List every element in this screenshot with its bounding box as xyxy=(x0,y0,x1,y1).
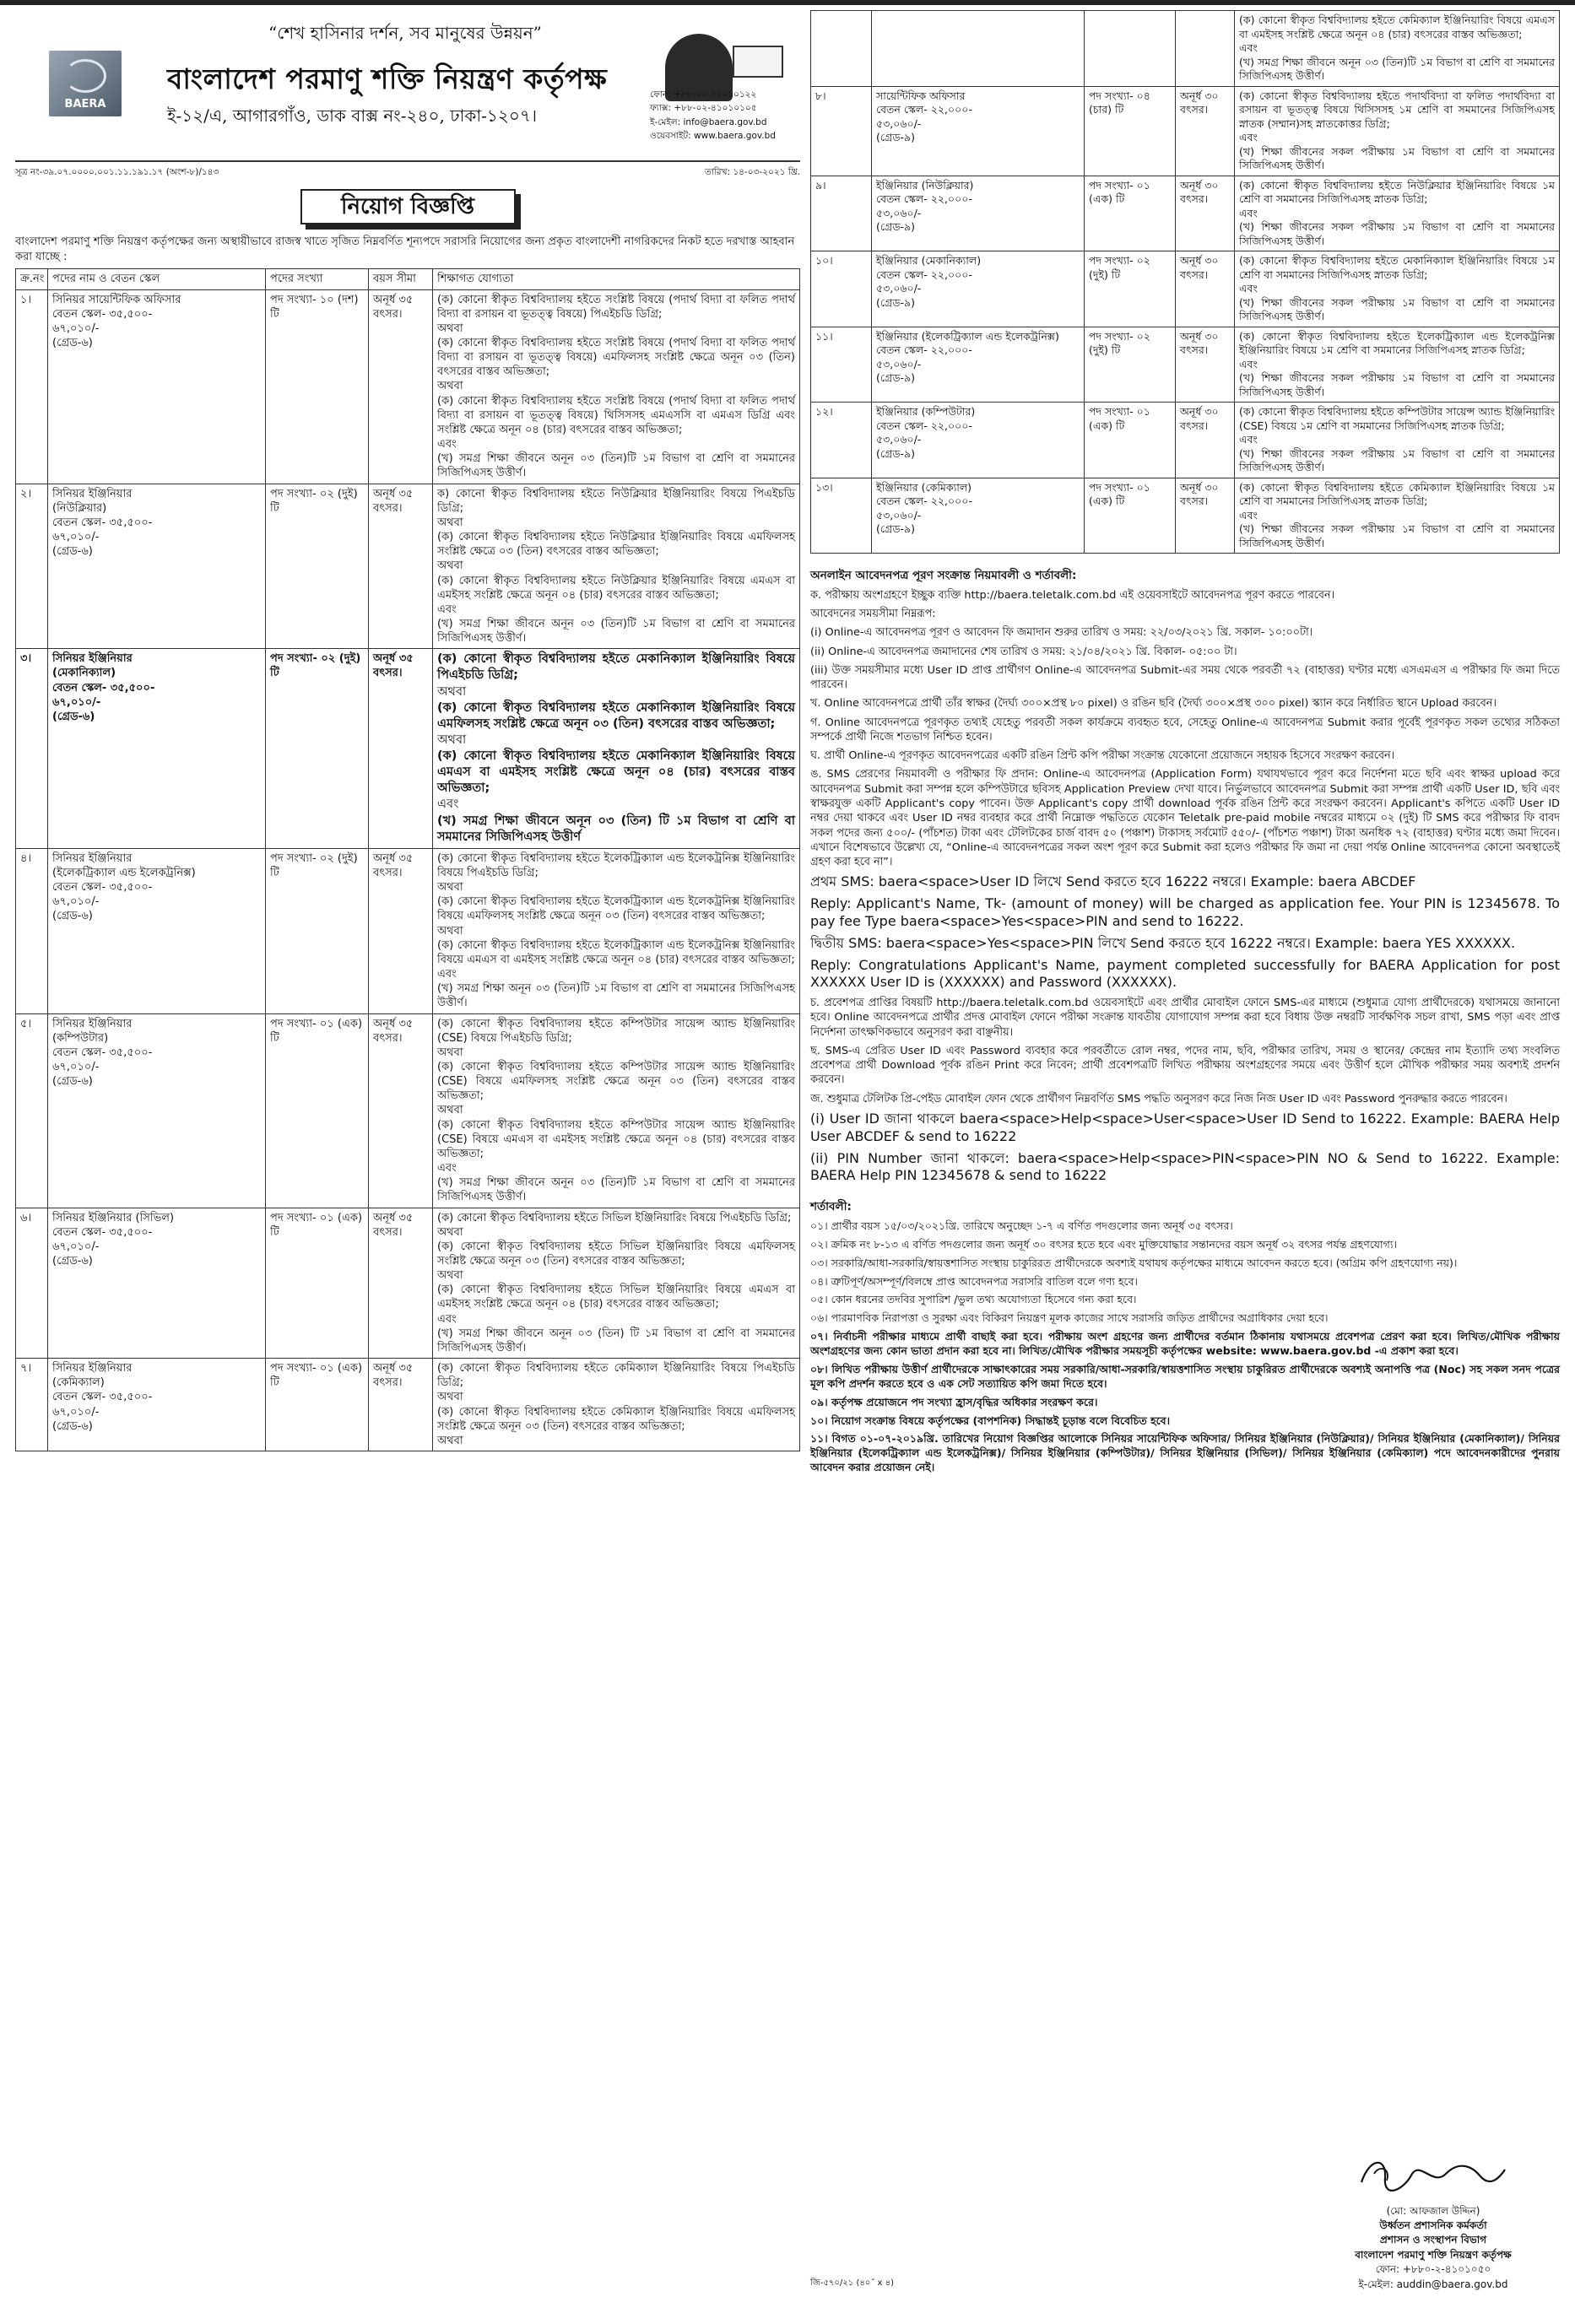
online-rule-paragraph: ক. পরীক্ষায় অংশগ্রহণে ইচ্ছুক ব্যক্তি http://baera.teletalk.com.bd এই ওয়েবসাইটে আবেদনপত্র পূরণ করতে পারবেন। xyxy=(810,588,1335,602)
qual-line: (খ) সমগ্র শিক্ষা জীবনে অনূন ০৩ (তিন)টি ১ম বিভাগ বা শ্রেণি বা সমমানের সিজিপিএসহ উত্তীর্ণ। xyxy=(437,1176,795,1204)
post-qualification xyxy=(433,1013,800,1208)
posts-table-right xyxy=(810,10,1560,554)
condition-item: ০৮। লিখিত পরীক্ষায় উত্তীর্ণ প্রার্থীদেরকে সাক্ষাৎকারের সময় সরকারি/আধা-সরকারি/স্বায়ত্তশাসিত সংস্থায় চাকুরিরত প্রার্থীদেরকে অবশ্যই অনাপত্তি পত্র (Noc) সহ সকল সনদ পত্রের মূল কপি প্রদর্শন করতে হবে ও এক সেট সত্যায়িত কপি জমা দিতে হবে। xyxy=(810,1362,1560,1390)
post-name-line: ৬৭,০১০/- xyxy=(52,1240,100,1253)
qual-line: (খ) সমগ্র শিক্ষা অনূন ০৩ (তিন)টি ১ম বিভাগ বা শ্রেণি বা সমমানের সিজিপিএসহ উত্তীর্ণ। xyxy=(437,982,795,1010)
footer-reference: জি-৫৭০/২১ (৪০˝ x ৪) xyxy=(810,2278,895,2288)
contact-email: ই-মেইল: info@baera.gov.bd xyxy=(650,116,767,127)
post-name-line: (গ্রেড-৬) xyxy=(52,1419,93,1433)
signatory-name: (মো: আফজাল উদ্দিন) xyxy=(1386,2204,1480,2217)
contact-website: ওয়েবসাইট: www.baera.gov.bd xyxy=(650,130,776,141)
condition-item: ০২। ক্রমিক নং ৮-১৩ এ বর্ণিত পদগুলোর জন্য অনূর্ধ ৩০ বৎসর হতে হবে এবং মুক্তিযোদ্ধার সন্তানদের বয়স অনূর্ধ ৩২ বৎসর পর্যন্ত গ্রহণযোগ্য। xyxy=(810,1237,1397,1251)
qual-line: অথবা xyxy=(437,380,463,393)
table-row xyxy=(811,327,1560,403)
qual-line: (ক) কোনো স্বীকৃত বিশ্ববিদ্যালয় হইতে কম্পিউটার সায়েন্স অ্যান্ড ইঞ্জিনিয়ারিং (CSE) বিষয়ে ১ম শ্রেণি বা সমমানের সিজিপিএসহ স্নাতক ডিগ্রি; xyxy=(1239,405,1555,432)
qual-line: (ক) কোনো স্বীকৃত বিশ্ববিদ্যালয় হইতে মেকানিক্যাল ইঞ্জিনিয়ারিং বিষয়ে পিএইচডি ডিগ্রি; xyxy=(437,652,795,683)
qual-line: (খ) শিক্ষা জীবনের সকল পরীক্ষায় ১ম বিভাগ বা শ্রেণি বা সমমানের সিজিপিএসহ উত্তীর্ণ। xyxy=(1239,220,1555,247)
post-name-line: বেতন স্কেল- ২২,০০০- xyxy=(876,419,972,432)
qual-line: (ক) কোনো স্বীকৃত বিশ্ববিদ্যালয় হইতে ইলেকট্রিক্যাল এন্ড ইলেকট্রনিক্স ইঞ্জিনিয়ারিং বিষয়ে এমফিলসহ সংশ্লিষ্ট ক্ষেত্রে অনূন ০৩ (তিন) বৎসরের বাস্তব অভিজ্ঞতা; xyxy=(437,895,795,923)
qual-line: (ক) কোনো স্বীকৃত বিশ্ববিদ্যালয় হইতে কম্পিউটার সায়েন্স অ্যান্ড ইঞ্জিনিয়ারিং (CSE) বিষয়ে পিএইচডি ডিগ্রি; xyxy=(437,1017,795,1045)
online-rule-paragraph: (ii) Online-এ আবেদনপত্র জমাদানের শেষ তারিখ ও সময়: ২১/০৪/২০২১ খ্রি. বিকাল- ০৫:০০ টা। xyxy=(810,645,1237,658)
post-qualification xyxy=(1235,478,1560,554)
post-name-line: ৬৭,০১০/- xyxy=(52,1060,100,1073)
post-name-line: (গ্রেড-৯) xyxy=(876,131,916,143)
top-strip xyxy=(0,0,1575,5)
post-serial: ৯। xyxy=(811,176,872,251)
table-row xyxy=(811,403,1560,478)
table-row xyxy=(16,1208,800,1359)
memo-number: সূত্র নং-৩৯.০৭.০০০০.০০১.১১.১৯১.১৭ (অংশ-৮)/১৪৩ xyxy=(15,167,219,177)
qual-line: (ক) কোনো স্বীকৃত বিশ্ববিদ্যালয় হইতে মেকানিক্যাল ইঞ্জিনিয়ারিং বিষয়ে ১ম শ্রেণি বা সমমানের সিজিপিএসহ স্নাতক ডিগ্রি; xyxy=(1239,254,1555,281)
post-name-line: ইঞ্জিনিয়ার (ইলেকট্রিক্যাল এন্ড ইলেকট্রনিক্স) xyxy=(876,329,1059,343)
qual-line: (খ) শিক্ষা জীবনের সকল পরীক্ষায় ১ম বিভাগ বা শ্রেণি বা সমমানের সিজিপিএসহ উত্তীর্ণ। xyxy=(1239,446,1555,473)
post-count: পদ সংখ্যা- ০২ (দুই) টি xyxy=(266,848,369,1013)
contact-phone: ফোন: +৮৮-০২-৪১০১০১২২ xyxy=(650,89,757,100)
post-name-cell xyxy=(48,484,266,649)
qual-line: (ক) কোনো স্বীকৃত বিশ্ববিদ্যালয় হইতে নিউক্লিয়ার ইঞ্জিনিয়ারিং বিষয়ে এমএস বা এমইসহ সংশ্লিষ্ট ক্ষেত্রে অনূন ০৪ (চার) বৎসরের বাস্তব অভিজ্ঞতা; xyxy=(437,574,795,602)
header-post-name: পদের নাম ও বেতন স্কেল xyxy=(48,269,266,289)
post-qualification xyxy=(433,848,800,1013)
post-name-line: (গ্রেড-৬) xyxy=(52,545,93,559)
qual-line: (ক) কোনো স্বীকৃত বিশ্ববিদ্যালয় হইতে সিভিল ইঞ্জিনিয়ারিং বিষয়ে পিএইচডি ডিগ্রি; xyxy=(437,1211,792,1224)
qual-line: অথবা xyxy=(437,1434,463,1447)
qual-line: (ক) কোনো স্বীকৃত বিশ্ববিদ্যালয় হইতে কেমিক্যাল ইঞ্জিনিয়ারিং বিষয়ে এমফিলসহ সংশ্লিষ্ট ক্ষেত্রে অনূন ০৩ (তিন) বৎসরের বাস্তব অভিজ্ঞতা; xyxy=(437,1405,795,1433)
post-name-line: (নিউক্লিয়ার) xyxy=(52,501,107,515)
post7-continued xyxy=(1235,11,1560,87)
post-serial: ৬। xyxy=(16,1208,48,1359)
post-age-limit: অনূর্ধ ৩৫ বৎসর। xyxy=(369,649,433,849)
header-age-limit: বয়স সীমা xyxy=(369,269,433,289)
post-name-line: (গ্রেড-৬) xyxy=(52,1255,93,1267)
condition-item: ১০। নিয়োগ সংক্রান্ত বিষয়ে কর্তৃপক্ষের (বাপশনিক) সিদ্ধান্তই চূড়ান্ত বলে বিবেচিত হবে। xyxy=(810,1413,1171,1427)
online-rule-paragraph: চ. প্রবেশপত্র প্রাপ্তির বিষয়টি http://baera.teletalk.com.bd ওয়েবসাইটে এবং প্রার্থীর মোবাইল ফোনে SMS-এর মাধ্যমে (শুধুমাত্র যোগ্য প্রার্থীদেরকে) যথাসময়ে জানানো হবে। Online আবেদনপত্রে প্রার্থীর প্রদত্ত মোবাইল ফোনে পরীক্ষা সংক্রান্ত যাবতীয় যোগাযোগ সম্পন্ন করা হবে বিধায় উক্ত নম্বরটি সার্বক্ষণিক সচল রাখা, SMS পড়া এবং প্রাপ্ত নির্দেশনা তাৎক্ষণিকভাবে অনুসরণ করা বাঞ্ছনীয়। xyxy=(810,997,1560,1039)
post-name-line: বেতন স্কেল- ২২,০০০- xyxy=(876,495,972,507)
post-qualification xyxy=(433,649,800,849)
post-name-line: (গ্রেড-৯) xyxy=(876,295,916,309)
qual-line: (ক) কোনো স্বীকৃত বিশ্ববিদ্যালয় হইতে নিউক্লিয়ার ইঞ্জিনিয়ারিং বিষয়ে ১ম শ্রেণি বা সমমানের সিজিপিএসহ স্নাতক ডিগ্রি; xyxy=(1239,178,1555,205)
post-name-line: বেতন স্কেল- ২২,০০০- xyxy=(876,268,972,281)
signatory-organization: বাংলাদেশ পরমাণু শক্তি নিয়ন্ত্রণ কর্তৃপক্ষ xyxy=(1355,2248,1512,2261)
online-rules xyxy=(810,588,1560,870)
qual-line: (খ) সমগ্র শিক্ষা জীবনে অনূন ০৩ (তিন) টি ১ম বিভাগ বা শ্রেণি বা সমমানের সিজিপিএসহ উত্তীর্ণ। xyxy=(437,1327,795,1354)
qual-line: অথবা xyxy=(437,684,467,699)
post-name-cell xyxy=(872,478,1085,554)
post-name-line: ৫৩,০৬০/- xyxy=(876,206,922,219)
post-qualification xyxy=(1235,327,1560,403)
post-name-line: (গ্রেড-৬) xyxy=(52,337,93,349)
post-name-line: বেতন স্কেল- ৩৫,৫০০- xyxy=(52,1046,153,1059)
qual-line: (খ) সমগ্র শিক্ষা জীবনে অনূন ০৩ (তিন)টি ১ম বিভাগ বা শ্রেণি বা সমমানের সিজিপিএসহ উত্তীর্ণ। xyxy=(437,452,795,480)
post-name-line: ইঞ্জিনিয়ার (মেকানিক্যাল) xyxy=(876,254,982,267)
qual-line: অথবা xyxy=(437,559,463,573)
post-count: পদ সংখ্যা- ১০ (দশ) টি xyxy=(266,289,369,484)
online-rule-paragraph: জ. শুধুমাত্র টেলিটক প্রি-পেইড মোবাইল ফোন থেকে প্রার্থীগণ নিম্নবর্ণিত SMS পদ্ধতি অনুসরণ করে নিজ নিজ User ID এবং Password পুনরুদ্ধার করতে পারবেন। xyxy=(810,1092,1507,1105)
post-name-line: ৫৩,০৬০/- xyxy=(876,357,922,370)
post-name-cell xyxy=(872,327,1085,403)
qual-line: এবং xyxy=(1239,41,1258,54)
post-serial: ৪। xyxy=(16,848,48,1013)
notice-title: নিয়োগ বিজ্ঞপ্তি xyxy=(300,189,516,224)
post-name-line: ৫৩,০৬০/- xyxy=(876,508,922,522)
qual-line: (খ) শিক্ষা জীবনের সকল পরীক্ষায় ১ম বিভাগ বা শ্রেণি বা সমমানের সিজিপিএসহ উত্তীর্ণ। xyxy=(1239,144,1555,171)
qual-line: (ক) কোনো স্বীকৃত বিশ্ববিদ্যালয় হইতে পদার্থবিদ্যা বা ফলিত পদার্থবিদ্যা বা রসায়ন বা ভূতত্ত্ব বিষয়ে থিসিসসহ ১ম শ্রেণি বা সমমানের সিজিপিএসহ স্নাতক (সম্মান)সহ স্নাতকোত্তর ডিগ্রি; xyxy=(1239,89,1555,130)
condition-item: ০৪। ত্রুটিপূর্ণ/অসম্পূর্ণ/বিলম্বে প্রাপ্ত আবেদনপত্র সরাসরি বাতিল বলে গণ্য হবে। xyxy=(810,1274,1138,1288)
table-row xyxy=(811,11,1560,87)
post-count: পদ সংখ্যা- ০২ (দুই) টি xyxy=(266,484,369,649)
signature-block xyxy=(1307,2148,1560,2292)
qual-line: এবং xyxy=(1239,282,1258,295)
signature-icon xyxy=(1353,2148,1513,2199)
table-row xyxy=(811,251,1560,327)
online-rule-paragraph: ঙ. SMS প্রেরণের নিয়মাবলী ও পরীক্ষার ফি প্রদান: Online-এ আবেদনপত্র (Application Form) যথাযথভাবে পূরণ করে নির্দেশনা মতে ছবি এবং স্বাক্ষর upload করে আবেদনপত্র Submit করা সম্পন্ন হলে কম্পিউটারে ছবিসহ Application Preview দেখা যাবে। নির্ভুলভাবে আবেদনপত্র Submit করা সম্পন্ন প্রার্থী একটি User ID, ছবি এবং স্বাক্ষরযুক্ত একটি Applicant's copy পাবেন। উক্ত Applicant's copy প্রার্থী download পূর্বক রঙিন প্রিন্ট করে সংরক্ষণ করবেন। Applicant's কপিতে একটি User ID নম্বর দেয়া থাকবে এবং User ID নম্বর ব্যবহার করে প্রার্থী নিম্নোক্ত পদ্ধতিতে যেকোন Teletalk pre-paid mobile নম্বরের মাধ্যমে ০২ (দুই) টি SMS করে পরীক্ষার ফি বাবদ সকল পদের জন্য ৫০০/- (পাঁচশত) টাকা এবং টেলিটকের চার্জ বাবদ ৫০ (পঞ্চাশ) টাকাসহ সর্বমোট ৫৫০/- (পাঁচশত পঞ্চাশ) টাকা অনধিক ৭২ (বাহাত্তর) ঘণ্টার মধ্যে জমা দিবেন। এখানে বিশেষভাবে উল্লেখ্য যে, “Online-এ আবেদনপত্রের সকল অংশ পূরণ করে Submit করা হলেও পরীক্ষার ফি জমা না দেয়া পর্যন্ত Online আবেদনপত্র কোনো অবস্থাতেই গ্রহণ করা হবে না”। xyxy=(810,768,1560,869)
post-name-cell xyxy=(48,848,266,1013)
qual-line: অথবা xyxy=(437,1391,463,1404)
post-name-line: ৬৭,০১০/- xyxy=(52,322,100,335)
post-qualification xyxy=(433,289,800,484)
post-name-line: (কেমিক্যাল) xyxy=(52,1376,105,1390)
baera-logo xyxy=(49,51,122,116)
post-age-limit: অনূর্ধ ৩৫ বৎসর। xyxy=(369,1359,433,1451)
posts-table-left xyxy=(15,268,800,1451)
qual-line: (ক) কোনো স্বীকৃত বিশ্ববিদ্যালয় হইতে সিভিল ইঞ্জিনিয়ারিং বিষয়ে এমএস বা এমইসহ সংশ্লিষ্ট ক্ষেত্রে অনূন ০৪ (চার) বৎসরের বাস্তব অভিজ্ঞতা; xyxy=(437,1284,795,1311)
post-name-cell xyxy=(48,649,266,849)
online-rule-paragraph: ঘ. প্রার্থী Online-এ পূরণকৃত আবেদনপত্রের একটি রঙিন প্রিন্ট কপি পরীক্ষা সংক্রান্ত যেকোনো প্রয়োজনে সহায়ক হিসেবে সংরক্ষণ করবেন। xyxy=(810,749,1395,763)
organization-address: ই-১২/এ, আগারগাঁও, ডাক বাক্স নং-২৪০, ঢাকা-১২০৭। xyxy=(167,105,538,126)
post-name-line: সিনিয়র ইঞ্জিনিয়ার xyxy=(52,851,133,865)
table-row xyxy=(16,289,800,484)
post-count: পদ সংখ্যা- ০৪ (চার) টি xyxy=(1085,86,1176,176)
qual-line: অথবা xyxy=(437,1104,463,1117)
sms-reply-second: Reply: Congratulations Applicant's Name, payment completed successfully for BAERA Application for post XXXXXX User ID is (XXXXXX) and Password (XXXXXX). xyxy=(810,956,1560,991)
qual-line: (ক) কোনো স্বীকৃত বিশ্ববিদ্যালয় হইতে ইলেকট্রিক্যাল এন্ড ইলেকট্রনিক্স ইঞ্জিনিয়ারিং বিষয়ে পিএইচডি ডিগ্রি; xyxy=(437,851,795,879)
post-name-line: সিনিয়র ইঞ্জিনিয়ার xyxy=(52,1017,133,1030)
signatory-designation: উর্ধ্বতন প্রশাসনিক কর্মকর্তা xyxy=(1379,2219,1487,2232)
post-qualification xyxy=(433,484,800,649)
qual-line: এবং xyxy=(437,438,457,451)
qual-line: এবং xyxy=(437,1162,457,1176)
post-serial: ২। xyxy=(16,484,48,649)
post-age-limit: অনূর্ধ ৩৫ বৎসর। xyxy=(369,289,433,484)
post-name-line: ৫৩,০৬০/- xyxy=(876,282,922,295)
condition-item: ০৩। সরকারি/আধা-সরকারি/স্বায়ত্তশাসিত সংস্থায় চাকুরিরত প্রার্থীদেরকে অবশ্যই যথাযথ কর্তৃপক্ষের মাধ্যমে আবেদন করতে হবে। (অগ্রিম কপি গ্রহণযোগ্য নয়)। xyxy=(810,1256,1458,1269)
recover-pin: (ii) PIN Number জানা থাকলে: baera<space>Help<space>PIN<space>PIN NO & Send to 16222. Example: BAERA Help PIN 12345678 & send to 16222 xyxy=(810,1149,1560,1184)
signatory-email: ই-মেইল: auddin@baera.gov.bd xyxy=(1358,2278,1508,2290)
post-qualification xyxy=(433,1208,800,1359)
qual-line: এবং xyxy=(1239,508,1258,522)
qual-line: (খ) সমগ্র শিক্ষা জীবনে অনূন ০৩ (তিন)টি ১ম বিভাগ বা শ্রেণি বা সমমানের সিজিপিএসহ উত্তীর্ণ। xyxy=(1239,55,1555,82)
post-age-limit: অনূর্ধ ৩০ বৎসর। xyxy=(1176,176,1235,251)
header-post-count: পদের সংখ্যা xyxy=(266,269,369,289)
conditions-title: শর্তাবলী: xyxy=(810,1200,852,1214)
post-count: পদ সংখ্যা- ০১ (এক) টি xyxy=(1085,403,1176,478)
sms-second: দ্বিতীয় SMS: baera<space>Yes<space>PIN লিখে Send করতে হবে 16222 নম্বরে। Example: baera YES XXXXXX. xyxy=(810,934,1516,951)
qual-line: (ক) কোনো স্বীকৃত বিশ্ববিদ্যালয় হইতে কম্পিউটার সায়েন্স অ্যান্ড ইঞ্জিনিয়ারিং (CSE) বিষয়ে এমএস বা এমইসহ সংশ্লিষ্ট ক্ষেত্রে অনূন ০৪ (চার) বৎসরের বাস্তব অভিজ্ঞতা; xyxy=(437,1118,795,1160)
post-count: পদ সংখ্যা- ০১ (এক) টি xyxy=(266,1013,369,1208)
letterhead xyxy=(15,10,800,162)
post-name-line: বেতন স্কেল- ৩৫,৫০০- xyxy=(52,881,153,894)
qual-line: (ক) কোনো স্বীকৃত বিশ্ববিদ্যালয় হইতে ইলেকট্রিক্যাল এন্ড ইলেকট্রনিক্স ইঞ্জিনিয়ারিং বিষয়ে এমএস বা এমইসহ সংশ্লিষ্ট ক্ষেত্রে অনূন ০৪ (চার) বৎসরের বাস্তব অভিজ্ঞতা; xyxy=(437,938,795,966)
post-name-line: বেতন স্কেল- ৩৫,৫০০- xyxy=(52,307,153,321)
organization-name: বাংলাদেশ পরমাণু শক্তি নিয়ন্ত্রণ কর্তৃপক্ষ xyxy=(167,62,608,95)
motto: “শেখ হাসিনার দর্শন, সব মানুষের উন্নয়ন” xyxy=(268,23,542,43)
online-rule-paragraph: (i) Online-এ আবেদনপত্র পূরণ ও আবেদন ফি জমাদান শুরুর তারিখ ও সময়: ২২/০৩/২০২১ খ্রি. সকাল- ১০:০০টা। xyxy=(810,626,1313,640)
post-name-line: ৬৭,০১০/- xyxy=(52,895,100,909)
qual-line: (ক) কোনো স্বীকৃত বিশ্ববিদ্যালয় হইতে নিউক্লিয়ার ইঞ্জিনিয়ারিং বিষয়ে এমফিলসহ সংশ্লিষ্ট ক্ষেত্রে ০৩ (তিন) বৎসরের বাস্তব অভিজ্ঞতা; xyxy=(437,531,795,559)
online-rule-paragraph: ছ. SMS-এ প্রেরিত User ID এবং Password ব্যবহার করে পরবর্তীতে রোল নম্বর, পদের নাম, ছবি, পরীক্ষার তারিখ, সময় ও স্থানের/ কেন্দ্রের নাম ইত্যাদি তথ্য সংবলিত প্রবেশপত্র প্রার্থী Download পূর্বক রঙিন Print করে নিবেন; প্রার্থী প্রবেশপত্রটি লিখিত পরীক্ষায় অংশগ্রহণের সময়ে এবং উত্তীর্ণ হলে মৌখিক পরীক্ষার সময় অবশ্যই প্রদর্শন করবেন। xyxy=(810,1044,1560,1087)
post-serial: ১০। xyxy=(811,251,872,327)
post-age-limit: অনূর্ধ ৩০ বৎসর। xyxy=(1176,251,1235,327)
post-name-line: বেতন স্কেল- ৩৫,৫০০- xyxy=(52,1225,153,1239)
post-qualification xyxy=(1235,403,1560,478)
post-name-line: ৫৩,০৬০/- xyxy=(876,116,922,130)
contact-info xyxy=(650,88,800,143)
post-qualification xyxy=(1235,86,1560,176)
table-row xyxy=(16,848,800,1013)
post-serial: ৮। xyxy=(811,86,872,176)
qual-line: ক) কোনো স্বীকৃত বিশ্ববিদ্যালয় হইতে নিউক্লিয়ার ইঞ্জিনিয়ারিং বিষয়ে পিএইচডি ডিগ্রি; xyxy=(437,487,795,515)
online-rules-title: অনলাইন আবেদনপত্র পূরণ সংক্রান্ত নিয়মাবলী ও শর্তাবলী: xyxy=(810,569,1077,582)
qual-line: (ক) কোনো স্বীকৃত বিশ্ববিদ্যালয় হইতে সংশ্লিষ্ট বিষয়ে (পদার্থ বিদ্যা বা ফলিত পদার্থ বিদ্যা বা রসায়ন বা ভূতত্ত্ব বিষয়ে) থিসিসসহ এমএসসি বা এমএস ডিগ্রি এবং সংশ্লিষ্ট ক্ষেত্রে অনূন ০৪ (চার) বৎসরের বাস্তব অভিজ্ঞতা; xyxy=(437,394,795,436)
post-age-limit: অনূর্ধ ৩৫ বৎসর। xyxy=(369,1208,433,1359)
qual-line: (খ) সমগ্র শিক্ষা জীবনে অনূন ০৩ (তিন)টি ১ম বিভাগ বা শ্রেণি বা সমমানের সিজিপিএসহ উত্তীর্ণ। xyxy=(437,617,795,646)
qual-line: (ক) কোনো স্বীকৃত বিশ্ববিদ্যালয় হইতে সংশ্লিষ্ট বিষয়ে (পদার্থ বিদ্যা বা ফলিত পদার্থ বিদ্যা বা রসায়ন বা ভূতত্ত্ব বিষয়ে) পিএইচডি ডিগ্রি; xyxy=(437,293,795,321)
post-name-line: ৫৩,০৬০/- xyxy=(876,433,922,446)
condition-item: ০৬। পারমাণবিক নিরাপত্তা ও সুরক্ষা এবং বিকিরণ নিয়ন্ত্রণ মূলক কাজের সাথে সরাসরি জড়িত প্রার্থীদের অগ্রাধিকার দেয়া হবে। xyxy=(810,1311,1329,1325)
online-rules-continued xyxy=(810,996,1560,1106)
post-serial: ১। xyxy=(16,289,48,484)
post-name-line: সিনিয়র সায়েন্টিফিক অফিসার xyxy=(52,293,181,306)
post-name-line: বেতন স্কেল- ৩৫,৫০০- xyxy=(52,681,155,694)
qual-line: অথবা xyxy=(437,1046,463,1059)
contact-fax: ফ্যাক্স: +৮৮-০২-৪১০১০১০৫ xyxy=(650,103,757,114)
post-name-cell xyxy=(872,176,1085,251)
right-column xyxy=(810,10,1560,2314)
sms-first: প্রথম SMS: baera<space>User ID লিখে Send করতে হবে 16222 নম্বরে। Example: baera ABCDEF xyxy=(810,873,1416,890)
post-name-line: ৬৭,০১০/- xyxy=(52,531,100,544)
qual-line: (ক) কোনো স্বীকৃত বিশ্ববিদ্যালয় হইতে কেমিক্যাল ইঞ্জিনিয়ারিং বিষয়ে ১ম শ্রেণি বা সমমানের সিজিপিএসহ স্নাতক ডিগ্রি; xyxy=(1239,480,1555,507)
table-row xyxy=(16,1013,800,1208)
post-count: পদ সংখ্যা- ০১ (এক) টি xyxy=(266,1208,369,1359)
table-row xyxy=(16,484,800,649)
post-age-limit: অনূর্ধ ৩৫ বৎসর। xyxy=(369,1013,433,1208)
post-name-line: (গ্রেড-৯) xyxy=(876,522,916,535)
post-name-line: বেতন স্কেল- ৩৫,৫০০- xyxy=(52,516,153,529)
signatory-department: প্রশাসন ও সংস্থাপন বিভাগ xyxy=(1379,2234,1487,2246)
post-name-line: সিনিয়র ইঞ্জিনিয়ার xyxy=(52,1362,133,1375)
condition-item: ০৫। কোন ধরনের তদবির সুপারিশ /ভুল তথ্য অযোগ্যতা হিসেবে গন্য করা হবে। xyxy=(810,1293,1137,1306)
post-qualification xyxy=(433,1359,800,1451)
online-rule-paragraph: আবেদনের সময়সীমা নিম্নরূপ: xyxy=(810,608,936,621)
intro-text: বাংলাদেশ পরমাণু শক্তি নিয়ন্ত্রণ কর্তৃপক্ষের জন্য অস্থায়ীভাবে রাজস্ব খাতে সৃজিত নিম্নবর্ণিত শূন্যপদে সরাসরি নিয়োগের জন্য প্রকৃত বাংলাদেশী নাগরিকদের নিকট হতে দরখাস্ত আহবান করা যাচ্ছে : xyxy=(15,235,795,264)
qual-line: (ক) কোনো স্বীকৃত বিশ্ববিদ্যালয় হইতে মেকানিক্যাল ইঞ্জিনিয়ারিং বিষয়ে এমফিলসহ সংশ্লিষ্ট ক্ষেত্রে অনূন ০৩ (তিন) বৎসরের বাস্তব অভিজ্ঞতা; xyxy=(437,700,795,731)
table-row xyxy=(811,86,1560,176)
post-age-limit: অনূর্ধ ৩০ বৎসর। xyxy=(1176,327,1235,403)
memo-date: তারিখ: ১৪-০৩-২০২১ খ্রি. xyxy=(704,167,800,177)
qual-line: এবং xyxy=(437,1312,457,1326)
post-name-line: বেতন স্কেল- ২২,০০০- xyxy=(876,103,972,116)
qual-line: (খ) শিক্ষা জীবনের সকল পরীক্ষায় ১ম বিভাগ বা শ্রেণি বা সমমানের সিজিপিএসহ উত্তীর্ণ। xyxy=(1239,522,1555,549)
post-serial: ৩। xyxy=(16,649,48,849)
qual-line: এবং xyxy=(1239,357,1258,370)
post-serial: ৫। xyxy=(16,1013,48,1208)
qual-line: এবং xyxy=(437,603,457,616)
table-header-row xyxy=(16,269,800,289)
post-count: পদ সংখ্যা- ০১ (এক) টি xyxy=(1085,176,1176,251)
post-age-limit: অনূর্ধ ৩০ বৎসর। xyxy=(1176,86,1235,176)
post-age-limit: অনূর্ধ ৩৫ বৎসর। xyxy=(369,848,433,1013)
post-name-line: (গ্রেড-৬) xyxy=(52,710,95,723)
post-name-line: (গ্রেড-৬) xyxy=(52,910,93,923)
post-count: পদ সংখ্যা- ০২ (দুই) টি xyxy=(1085,251,1176,327)
post-name-cell xyxy=(48,1208,266,1359)
post-name-cell xyxy=(872,86,1085,176)
post-serial: ১৩। xyxy=(811,478,872,554)
post-name-line: বেতন স্কেল- ২২,০০০- xyxy=(876,192,972,205)
qual-line: (ক) কোনো স্বীকৃত বিশ্ববিদ্যালয় হইতে মেকানিক্যাল ইঞ্জিনিয়ারিং বিষয়ে এমএস বা এমইসহ সংশ্লিষ্ট ক্ষেত্রে অনূন ০৪ (চার) বৎসরের বাস্তব অভিজ্ঞতা; xyxy=(437,749,795,796)
qual-line: অথবা xyxy=(437,881,463,894)
post-name-line: (গ্রেড-৯) xyxy=(876,220,916,233)
logo-swoosh-icon xyxy=(64,59,106,93)
left-column xyxy=(15,10,800,2314)
qual-line: (ক) কোনো স্বীকৃত বিশ্ববিদ্যালয় হইতে কেমিক্যাল ইঞ্জিনিয়ারিং বিষয়ে এমএস বা এমইসহ সংশ্লিষ্ট ক্ষেত্রে অনূন ০৪ (চার) বৎসরের বাস্তব অভিজ্ঞতা; xyxy=(1239,14,1555,41)
signatory-phone: ফোন: +৮৮০-২-৪১০১০৫০ xyxy=(1375,2263,1491,2276)
qual-line: (ক) কোনো স্বীকৃত বিশ্ববিদ্যালয় হইতে ইলেকট্রিক্যাল এন্ড ইলেকট্রনিক্স ইঞ্জিনিয়ারিং বিষয়ে ১ম শ্রেণি বা সমমানের সিজিপিএসহ স্নাতক ডিগ্রি; xyxy=(1239,329,1555,356)
qual-line: (ক) কোনো স্বীকৃত বিশ্ববিদ্যালয় হইতে কেমিক্যাল ইঞ্জিনিয়ারিং বিষয়ে পিএইচডি ডিগ্রি; xyxy=(437,1362,795,1390)
qual-line: অথবা xyxy=(437,516,463,529)
qual-line: এবং xyxy=(1239,433,1258,446)
conditions-list xyxy=(810,1219,1560,1475)
qual-line: অথবা xyxy=(437,322,463,335)
qual-line: অথবা xyxy=(437,924,463,938)
qual-line: এবং xyxy=(1239,131,1258,143)
post-name-cell xyxy=(872,403,1085,478)
post-qualification xyxy=(1235,251,1560,327)
memo-row xyxy=(15,165,800,184)
qual-line: অথবা xyxy=(437,1225,463,1239)
table-row xyxy=(811,176,1560,251)
post-name-line: (কম্পিউটার) xyxy=(52,1031,109,1045)
post-serial: ৭। xyxy=(16,1359,48,1451)
mujib-year-badge-icon xyxy=(733,46,783,78)
recover-user-id: (i) User ID জানা থাকলে baera<space>Help<space>User<space>User ID Send to 16222. Example: BAERA Help User ABCDEF & send to 16222 xyxy=(810,1110,1560,1144)
qual-line: অথবা xyxy=(437,732,467,747)
post-name-cell xyxy=(48,1013,266,1208)
post-serial: ১১। xyxy=(811,327,872,403)
post-count: পদ সংখ্যা- ০১ (এক) টি xyxy=(1085,478,1176,554)
post-name-line: সায়েন্টিফিক অফিসার xyxy=(876,89,966,102)
post-name-cell xyxy=(48,289,266,484)
condition-item: ১১। বিগত ০১-০৭-২০১৯খ্রি. তারিখের নিয়োগ বিজ্ঞপ্তির আলোকে সিনিয়র সায়েন্টিফিক অফিসার/ সিনিয়র ইঞ্জিনিয়ার (নিউক্লিয়ার)/ সিনিয়র ইঞ্জিনিয়ার (মেকানিক্যাল)/ সিনিয়র ইঞ্জিনিয়ার (ইলেকট্রিক্যাল এন্ড ইলেকট্রনিক্স)/ সিনিয়র ইঞ্জিনিয়ার (কম্পিউটার)/ সিনিয়র ইঞ্জিনিয়ার (সিভিল)/ সিনিয়র ইঞ্জিনিয়ার (কেমিক্যাল) পদে আবেদনকারীদের পুনরায় আবেদন করার প্রয়োজন নেই। xyxy=(810,1432,1560,1474)
post-name-line: (গ্রেড-৬) xyxy=(52,1075,93,1089)
post-age-limit: অনূর্ধ ৩০ বৎসর। xyxy=(1176,403,1235,478)
post-qualification xyxy=(1235,176,1560,251)
post-name-line: ইঞ্জিনিয়ার (কেমিক্যাল) xyxy=(876,480,972,494)
condition-item: ০৭। নির্বাচনী পরীক্ষার মাধ্যমে প্রার্থী বাছাই করা হবে। পরীক্ষায় অংশ গ্রহণের জন্য প্রার্থীদের বর্তমান ঠিকানায় যথাসময়ে প্রবেশপত্র প্রেরণ করা হবে। লিখিত/মৌখিক পরীক্ষায় অংশগ্রহণের জন্য কোন ভাতা প্রদান করা হবে না। লিখিত/মৌখিক পরীক্ষার সময়সূচী কর্তৃপক্ষের website: www.baera.gov.bd -এ প্রকাশ করা হবে। xyxy=(810,1330,1560,1358)
post-count: পদ সংখ্যা- ০২ (দুই) টি xyxy=(266,649,369,849)
post-name-line: (গ্রেড-৯) xyxy=(876,371,916,384)
post-age-limit: অনূর্ধ ৩০ বৎসর। xyxy=(1176,478,1235,554)
post-name-line: বেতন স্কেল- ২২,০০০- xyxy=(876,343,972,356)
qual-line: এবং xyxy=(1239,206,1258,219)
post-name-line: (ইলেকট্রিক্যাল এন্ড ইলেকট্রনিক্স) xyxy=(52,866,196,879)
post-name-line: ইঞ্জিনিয়ার (নিউক্লিয়ার) xyxy=(876,178,974,192)
post-name-line: ৬৭,০১০/- xyxy=(52,695,101,709)
qual-line: এবং xyxy=(437,797,459,812)
table-row xyxy=(811,478,1560,554)
qual-line: (খ) সমগ্র শিক্ষা জীবনে অনূন ০৩ (তিন) টি ১ম বিভাগ বা শ্রেণি বা সমমানের সিজিপিএসহ উত্তীর্ণ xyxy=(437,813,795,844)
table-row xyxy=(16,1359,800,1451)
online-rule-paragraph: (iii) উক্ত সময়সীমার মধ্যে User ID প্রাপ্ত প্রার্থীগণ Online-এ আবেদনপত্র Submit-এর সময় থেকে পরবর্তী ৭২ (বাহাত্তর) ঘণ্টার মধ্যে এসএমএস এ পরীক্ষার ফি জমা দিতে পারবেন। xyxy=(810,663,1560,692)
header-qualification: শিক্ষাগত যোগ্যতা xyxy=(433,269,800,289)
post-count: পদ সংখ্যা- ০২ (দুই) টি xyxy=(1085,327,1176,403)
post-name-line: বেতন স্কেল- ৩৫,৫০০- xyxy=(52,1391,153,1404)
table-row xyxy=(16,649,800,849)
post-serial: ১২। xyxy=(811,403,872,478)
online-rule-paragraph: খ. Online আবেদনপত্রে প্রার্থী তাঁর স্বাক্ষর (দৈর্ঘ্য ৩০০×প্রস্থ ৮০ pixel) ও রঙিন ছবি (দৈর্ঘ্য ৩০০×প্রস্থ ৩০০ pixel) স্ক্যান করে নির্ধারিত স্থানে Upload করবেন। xyxy=(810,697,1497,711)
sms-reply-first: Reply: Applicant's Name, Tk- (amount of money) will be charged as application fee. Your PIN is 12345678. To pay fee Type baera<space>Yes<space>PIN and send to 16222. xyxy=(810,895,1560,929)
qual-line: এবং xyxy=(437,968,457,981)
post-name-cell xyxy=(872,251,1085,327)
condition-item: ০৯। কর্তৃপক্ষ প্রয়োজনে পদ সংখ্যা হ্রাস/বৃদ্ধির অধিকার সংরক্ষণ করে। xyxy=(810,1395,1098,1408)
post-name-cell xyxy=(48,1359,266,1451)
post-count: পদ সংখ্যা- ০১ (এক) টি xyxy=(266,1359,369,1451)
qual-line: (খ) শিক্ষা জীবনের সকল পরীক্ষায় ১ম বিভাগ বা শ্রেণি বা সমমানের সিজিপিএসহ উত্তীর্ণ। xyxy=(1239,295,1555,322)
logo-text: BAERA xyxy=(64,97,106,111)
post-name-line: সিনিয়র ইঞ্জিনিয়ার xyxy=(52,652,133,666)
post-age-limit: অনূর্ধ ৩৫ বৎসর। xyxy=(369,484,433,649)
condition-item: ০১। প্রার্থীর বয়স ১৫/০৩/২০২১খ্রি. তারিখে অনুচ্ছেদ ১-৭ এ বর্ণিত পদগুলোর জন্য অনূর্ধ ৩৫ বৎসর। xyxy=(810,1219,1233,1232)
online-rule-paragraph: গ. Online আবেদনপত্রে পূরণকৃত তথ্যই যেহেতু পরবর্তী সকল কার্যক্রমে ব্যবহৃত হবে, সেহেতু Online-এ আবেদনপত্র Submit করার পূর্বেই পূরণকৃত সকল তথ্যের সঠিকতা সম্পর্কে প্রার্থী নিজে শতভাগ নিশ্চিত হবেন। xyxy=(810,716,1560,743)
post-name-line: সিনিয়র ইঞ্জিনিয়ার xyxy=(52,487,133,500)
header-serial: ক্র.নং xyxy=(16,269,48,289)
qual-line: (ক) কোনো স্বীকৃত বিশ্ববিদ্যালয় হইতে সংশ্লিষ্ট বিষয়ে (পদার্থ বিদ্যা বা ফলিত পদার্থ বিদ্যা বা রসায়ন বা ভূতত্ত্ব বিষয়ে) এমফিলসহ সংশ্লিষ্ট ক্ষেত্রে অনূন ০৩ (তিন) বৎসরের বাস্তব অভিজ্ঞতা; xyxy=(437,337,795,379)
post-name-line: ৬৭,০১০/- xyxy=(52,1405,100,1419)
qual-line: অথবা xyxy=(437,1269,463,1283)
qual-line: (ক) কোনো স্বীকৃত বিশ্ববিদ্যালয় হইতে কম্পিউটার সায়েন্স অ্যান্ড ইঞ্জিনিয়ারিং (CSE) বিষয়ে এমফিলসহ সংশ্লিষ্ট ক্ষেত্রে অনূন ০৩ (তিন) বৎসরের বাস্তব অভিজ্ঞতা; xyxy=(437,1060,795,1103)
post-name-line: ইঞ্জিনিয়ার (কম্পিউটার) xyxy=(876,405,976,418)
post-name-line: (গ্রেড-৯) xyxy=(876,446,916,460)
post-name-line: (মেকানিক্যাল) xyxy=(52,667,116,680)
qual-line: (ক) কোনো স্বীকৃত বিশ্ববিদ্যালয় হইতে সিভিল ইঞ্জিনিয়ারিং বিষয়ে এমফিলসহ সংশ্লিষ্ট ক্ষেত্রে অনূন ০৩ (তিন) বৎসরের বাস্তব অভিজ্ঞতা; xyxy=(437,1240,795,1267)
post-name-line: সিনিয়র ইঞ্জিনিয়ার (সিভিল) xyxy=(52,1211,175,1224)
qual-line: (খ) শিক্ষা জীবনের সকল পরীক্ষায় ১ম বিভাগ বা শ্রেণি বা সমমানের সিজিপিএসহ উত্তীর্ণ। xyxy=(1239,371,1555,398)
